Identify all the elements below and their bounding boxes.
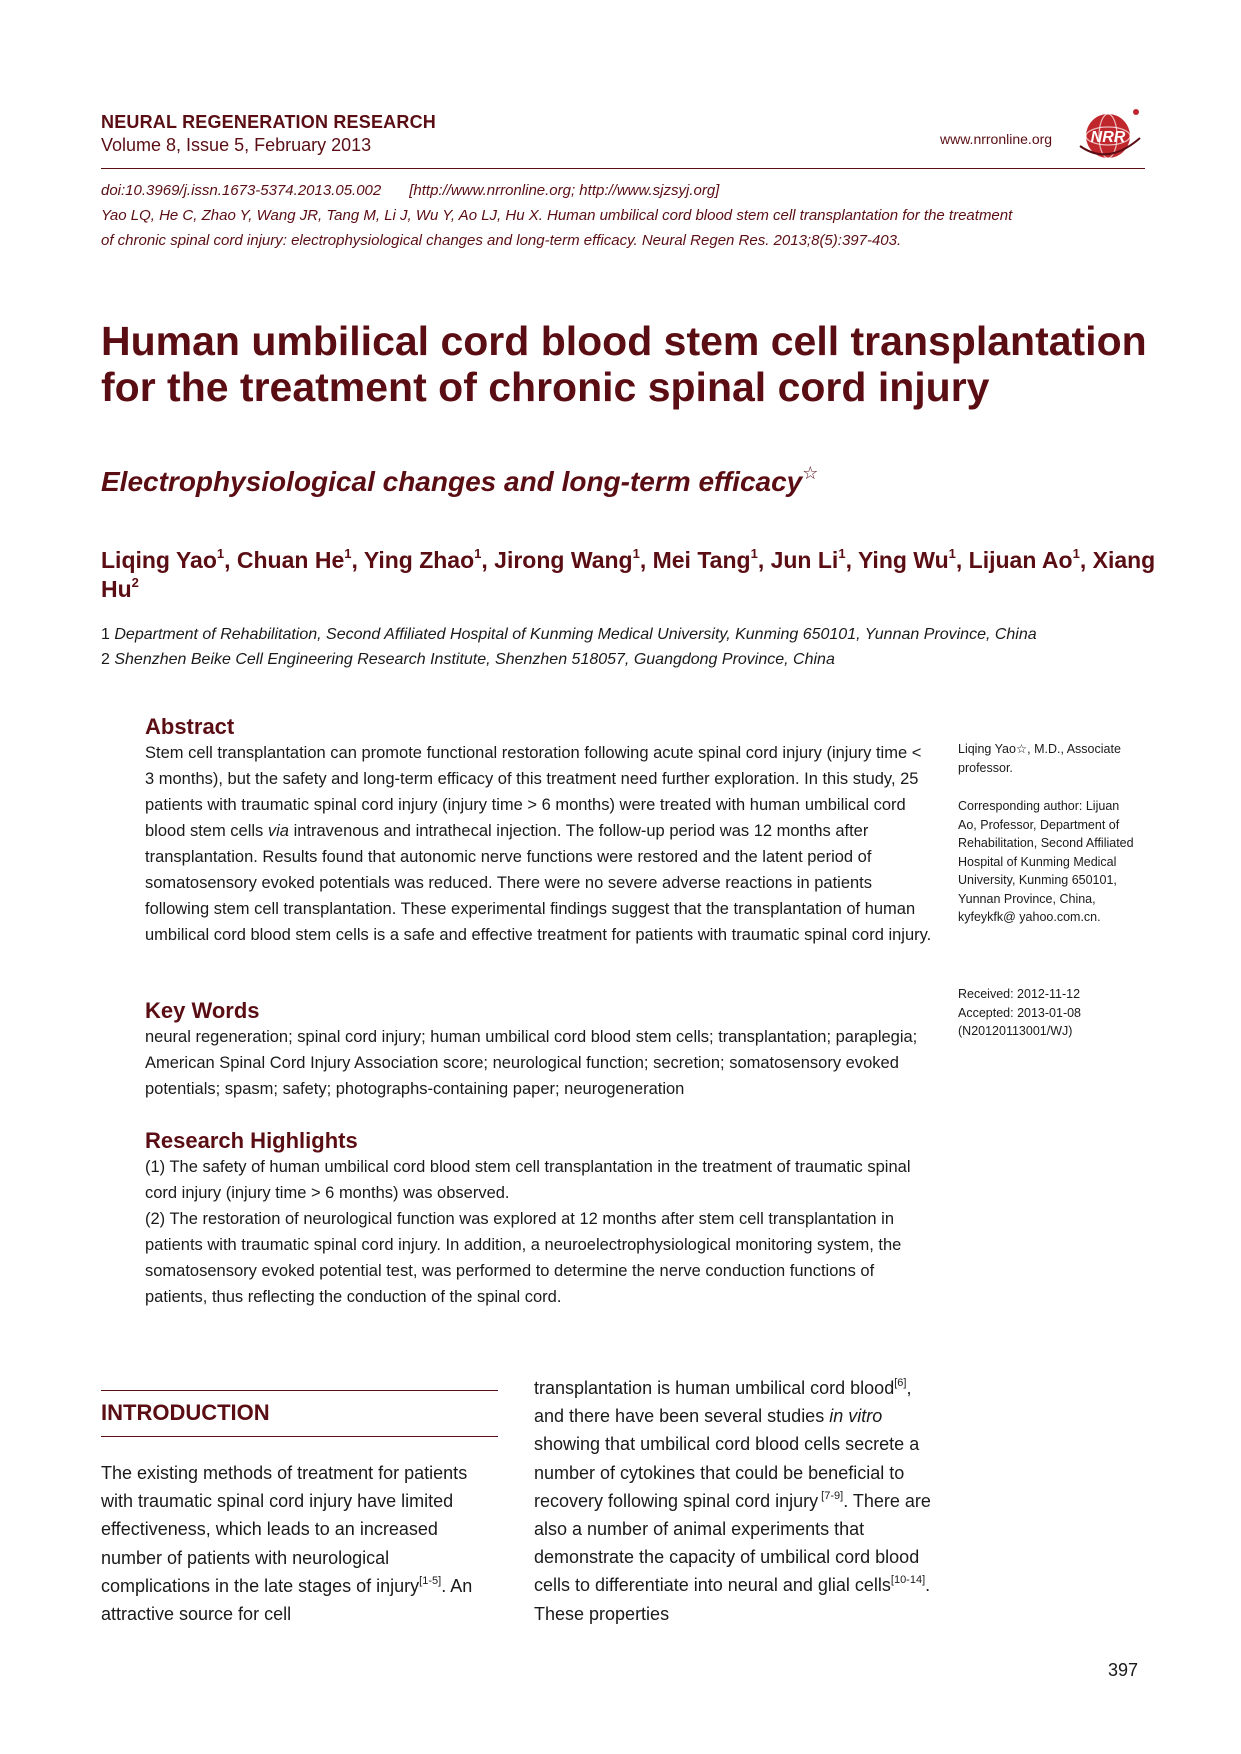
sidebar-dates (958, 985, 1138, 1041)
citation-ref: [1-5] (419, 1574, 442, 1587)
article-subtitle (101, 463, 819, 498)
header-rule (101, 168, 1145, 169)
subtitle-text: Electrophysiological changes and long-term efficacy (101, 466, 803, 497)
intro-text: The existing methods of treatment for patients with traumatic spinal cord injury have limited effectiveness, which leads to an increased number of patients with neurological complications in the late stages of injury (101, 1463, 468, 1596)
author-name: Ying Wu (857, 547, 949, 573)
abstract-heading: Abstract (145, 714, 235, 739)
abstract-text-part: intravenous and intrathecal injection. The follow-up period was 12 months after transplantation. Results found that autonomic nerve functions were restored and the latent period of somatosensory evoked potentials was reduced. There were no severe adverse reactions in patients following stem cell transplantation. These experimental findings suggest that the transplantation of human umbilical cord blood stem cells is a safe and effective treatment for patients with traumatic spinal cord injury. (145, 822, 932, 944)
intro-text-italic: in vitro (829, 1406, 883, 1427)
author-name: Jun Li (770, 547, 839, 573)
author-separator: , (224, 547, 237, 573)
citation-line-1: Yao LQ, He C, Zhao Y, Wang JR, Tang M, Li J, Wu Y, Ao LJ, Hu X. Human umbilical cord blood stem cell transplantation for the treatment (101, 207, 1013, 224)
introduction-heading: INTRODUCTION (101, 1400, 270, 1425)
journal-name: NEURAL REGENERATION RESEARCH (101, 112, 436, 132)
affiliation-number: 2 (101, 651, 110, 668)
affiliation-text: Shenzhen Beike Cell Engineering Research Institute, Shenzhen 518057, Guangdong Province, China (114, 651, 835, 668)
highlight-item-1: (1) The safety of human umbilical cord blood stem cell transplantation in the treatment of traumatic spinal cord injury (injury time > 6 months) was observed. (145, 1158, 911, 1202)
author-separator: , (639, 547, 653, 573)
affiliation-1 (101, 626, 1037, 644)
author-separator: , (757, 547, 771, 573)
author-separator: , (955, 547, 969, 573)
author-affiliation-mark: 1 (474, 546, 482, 561)
intro-text: transplantation is human umbilical cord blood (534, 1378, 895, 1398)
author-separator: , (845, 547, 858, 573)
highlights-list (145, 1154, 933, 1310)
author-affiliation-mark: 1 (1072, 546, 1080, 561)
author-name: Ying Zhao (363, 547, 475, 573)
citation-ref: [6] (894, 1377, 907, 1389)
abstract-text-part: Stem cell transplantation can promote functional restoration following acute spinal cord injury (injury time < 3 months), but the safety and long-term efficacy of this treatment need further exploration. In this study, 25 patients with traumatic spinal cord injury (injury time > 6 months) were treated with human umbilical cord blood stem cells (145, 744, 922, 840)
page-number: 397 (1108, 1660, 1139, 1680)
logo-text: NRR (1090, 129, 1126, 146)
author-name: Liqing Yao (101, 547, 217, 573)
nrr-logo (1070, 104, 1150, 164)
article-title: Human umbilical cord blood stem cell transplantation for the treatment of chronic spinal cord injury (101, 318, 1147, 410)
author-name: Chuan He (236, 547, 345, 573)
author-affiliation-mark: 1 (838, 546, 846, 561)
introduction-column-2 (534, 1374, 934, 1628)
author-affiliation-mark: 1 (632, 546, 640, 561)
author-affiliation-mark: 1 (948, 546, 956, 561)
keywords-heading: Key Words (145, 998, 260, 1023)
sidebar-corresponding-author: Corresponding author: Lijuan Ao, Professor, Department of Rehabilitation, Second Affiliated Hospital of Kunming Medical University, Kunming 650101, Yunnan Province, China, kyfeykfk@ yahoo.com.cn. (958, 799, 1134, 924)
author-name: Lijuan Ao (968, 547, 1073, 573)
author-name: Jirong Wang (494, 547, 633, 573)
author-separator: , (1079, 547, 1093, 573)
intro-text: showing that umbilical cord blood cells secrete a number of cytokines that could be beneficial to recovery following spinal cord injury (534, 1434, 920, 1511)
citation-ref: [10-14] (890, 1574, 926, 1587)
journal-issue: Volume 8, Issue 5, February 2013 (101, 135, 372, 155)
abstract-text-italic: via (267, 822, 289, 840)
received-date: Received: 2012-11-12 (958, 987, 1081, 1001)
journal-website-link[interactable]: www.nrronline.org (940, 131, 1053, 147)
author-list (101, 546, 1161, 604)
highlights-heading: Research Highlights (145, 1128, 358, 1153)
author-name: Xiang Hu (101, 547, 1156, 602)
star-mark-icon: ☆ (802, 463, 819, 483)
author-affiliation-mark: 1 (750, 546, 758, 561)
doi-line (101, 182, 719, 199)
keywords-text: neural regeneration; spinal cord injury; human umbilical cord blood stem cells; transplantation; paraplegia; American Spinal Cord Injury Association score; neurological function; secretion; somatosensory evoked potentials; spasm; safety; photographs-containing paper; neurogeneration (145, 1028, 918, 1098)
citation-ref: [7-9] (818, 1489, 844, 1502)
highlight-item-2: (2) The restoration of neurological function was explored at 12 months after stem cell transplantation in patients with traumatic spinal cord injury. In addition, a neuroelectrophysiological monitoring system, the somatosensory evoked potential test, was performed to determine the nerve conduction functions of patients, thus reflecting the conduction of the spinal cord. (145, 1210, 902, 1306)
citation-urls: [http://www.nrronline.org; http://www.sjzsyj.org] (409, 182, 720, 199)
intro-rule-top (101, 1390, 498, 1391)
affiliation-text: Department of Rehabilitation, Second Affiliated Hospital of Kunming Medical University, Kunming 650101, Yunnan Province, China (114, 626, 1037, 643)
intro-text: . An attractive source for cell (101, 1575, 473, 1625)
sidebar-author-info: Liqing Yao☆, M.D., Associate professor. (958, 742, 1121, 775)
nrr-logo-icon (1070, 104, 1150, 164)
abstract-text (145, 740, 933, 948)
author-affiliation-mark: 1 (344, 546, 352, 561)
author-affiliation-mark: 2 (131, 575, 139, 590)
intro-text: . These properties (534, 1575, 931, 1624)
doi: doi:10.3969/j.issn.1673-5374.2013.05.002 (101, 182, 382, 199)
citation-line-2: of chronic spinal cord injury: electrophysiological changes and long-term efficacy. Neural Regen Res. 2013;8(5):397-403. (101, 232, 902, 249)
intro-rule-bottom (101, 1436, 498, 1437)
introduction-column-1 (101, 1459, 501, 1628)
author-separator: , (481, 547, 495, 573)
affiliation-number: 1 (101, 626, 110, 643)
affiliation-2 (101, 651, 835, 669)
intro-text: . There are also a number of animal experiments that demonstrate the capacity of umbilical cord blood cells to differentiate into neural and glial cells (534, 1490, 931, 1596)
manuscript-id: (N20120113001/WJ) (958, 1024, 1073, 1038)
author-affiliation-mark: 1 (216, 546, 225, 561)
author-separator: , (351, 547, 364, 573)
intro-text: , and there have been several studies (534, 1378, 912, 1427)
accepted-date: Accepted: 2013-01-08 (958, 1005, 1082, 1020)
author-name: Mei Tang (652, 547, 751, 573)
